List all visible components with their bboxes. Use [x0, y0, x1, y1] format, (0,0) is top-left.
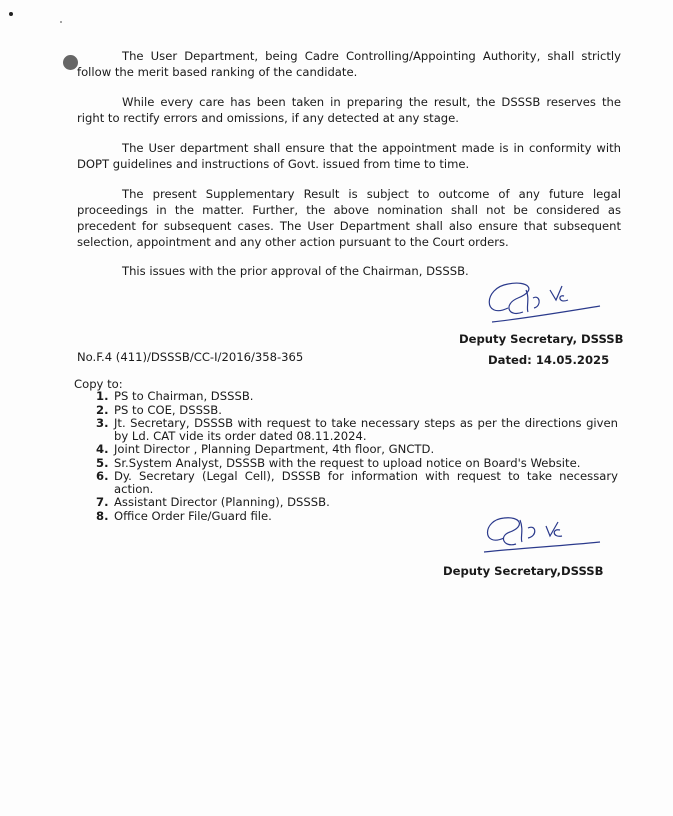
signature-2 [476, 508, 606, 558]
signatory-title-1: Deputy Secretary, DSSSB [459, 332, 624, 346]
date-line: Dated: 14.05.2025 [488, 353, 610, 367]
list-item: 8. Office Order File/Guard file. [96, 508, 272, 523]
signature-1 [478, 268, 608, 330]
paragraph-merit-ranking: The User Department, being Cadre Controlling/Appointing Authority, shall strictly follow the merit based ranking of the candidate. [77, 49, 621, 79]
signatory-title-2: Deputy Secretary,DSSSB [443, 564, 604, 578]
copy-to-label: Copy to: [74, 377, 123, 391]
list-item: 4. Joint Director , Planning Department, 4th floor, GNCTD. [96, 442, 435, 456]
list-item: 6. Dy. Secretary (Legal Cell), DSSSB for information with request to take necessary action. [96, 469, 618, 496]
copy-to-list [74, 390, 618, 523]
reference-number: No.F.4 (411)/DSSSB/CC-I/2016/358-365 [77, 350, 304, 364]
list-item: 7. Assistant Director (Planning), DSSSB. [96, 495, 330, 509]
paragraph-chairman-approval: This issues with the prior approval of the Chairman, DSSSB. [122, 264, 469, 278]
scan-speck [60, 21, 62, 23]
list-item: 1. PS to Chairman, DSSSB. [96, 389, 254, 403]
list-item: 3. Jt. Secretary, DSSSB with request to take necessary steps as per the directions given by Ld. CAT vide its order dated 08.11.2024. [96, 416, 618, 443]
paragraph-errors-omissions: While every care has been taken in preparing the result, the DSSSB reserves the right to rectify errors and omissions, if any detected at any stage. [77, 95, 621, 125]
list-item: 2. PS to COE, DSSSB. [96, 402, 222, 417]
paragraph-legal-proceedings: The present Supplementary Result is subject to outcome of any future legal proceedings in the matter. Further, the above nomination shall not be considered as precedent for subsequent cases. The User Department shall also ensure that subsequent selection, appointment and any other action pursuant to the Court orders. [77, 187, 621, 249]
list-item: 5. Sr.System Analyst, DSSSB with the request to upload notice on Board's Website. [96, 455, 581, 470]
scan-speck [9, 12, 13, 16]
punch-hole [63, 55, 78, 70]
paragraph-dopt-guidelines: The User department shall ensure that the appointment made is in conformity with DOPT guidelines and instructions of Govt. issued from time to time. [77, 141, 621, 171]
